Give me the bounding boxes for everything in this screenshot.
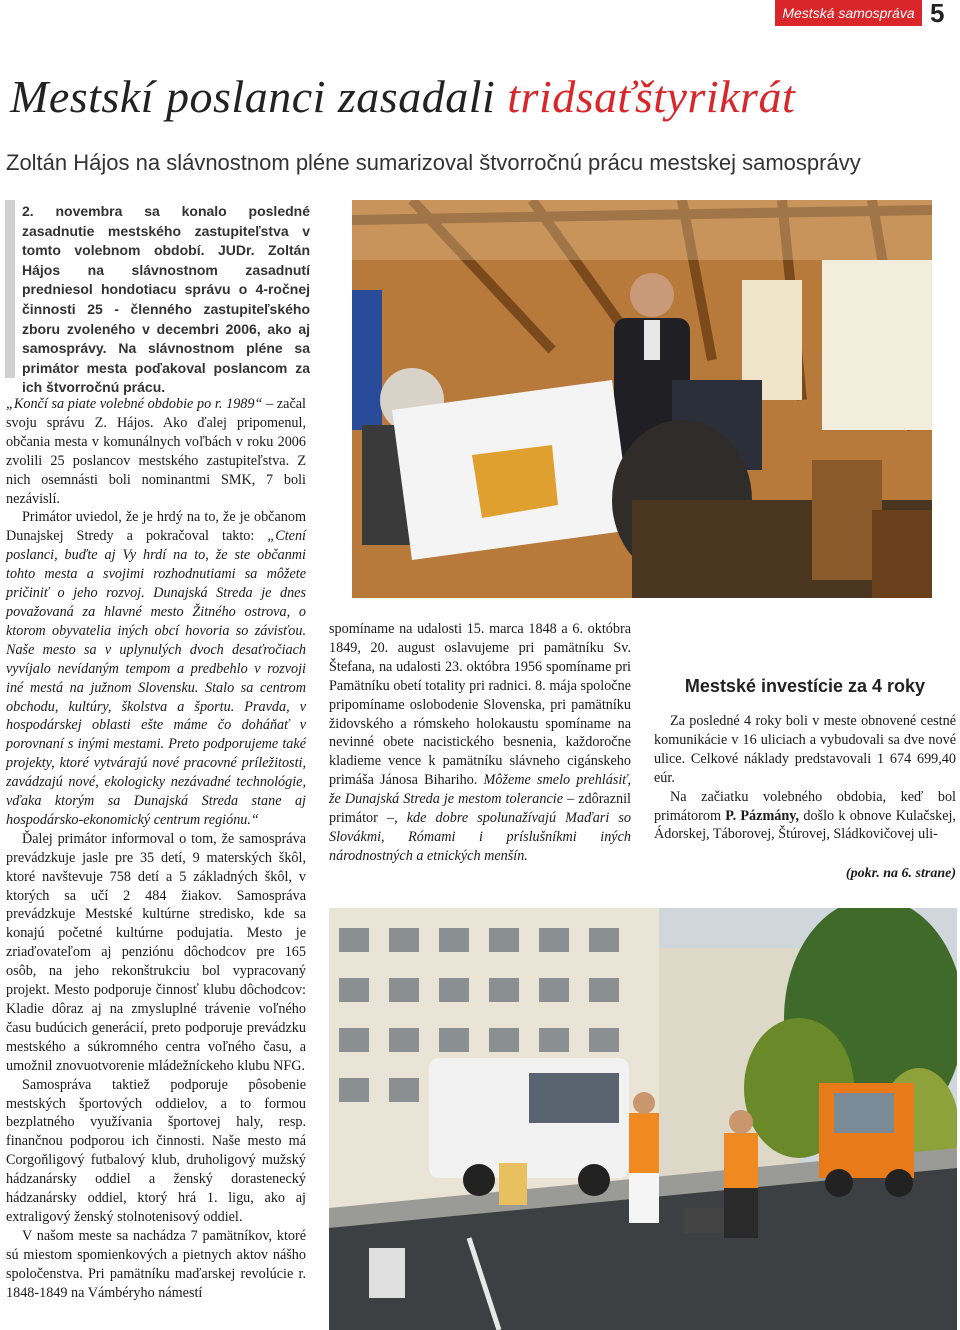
paragraph-investments-2-end: došlo k obnove Kulačskej, Ádorskej, Táborovej, Štúrovej, Sládkovičovej uli-: [654, 807, 956, 843]
section-heading-investments: Mestské investície za 4 roky: [684, 676, 926, 696]
column-3: [654, 712, 956, 844]
paragraph-6-text: spomíname na udalosti 15. marca 1848 a 6. októbra 1849, 20. august oslavujeme pri pamätníku Sv. Štefana, na udalosti 23. októbra 1956 spomíname pri Pamätníku obetí totality pri radnici. 8. mája spoločne pripomíname oslobodenie Slovenska, pri pamätníku židovského a rómskeho holokaustu spomíname na nevinné obete nacistického besnenia, každoročne kladieme vence k pamätníku slávneho cigánskeho primáša Jánosa Bihariho.: [329, 621, 631, 789]
headline-part-black: Mestskí poslanci zasadali: [10, 71, 508, 122]
paragraph-investments-2-text: Na začiatku volebného obdobia, keď bol primátorom: [654, 788, 956, 824]
paragraph-4: Samospráva taktiež podporuje pôsobenie mestských športových oddielov, a to formou bezplatného využívania športovej haly, resp. finančnou podporou ich činnosti. Naše mesto má Corgoňligový futbalový klub, druholigový mužský hádzanársky oddiel a ženský dorastenecký hádzanársky oddiel, ktorý hrá 1. ligu, ako aj extraligový ženský stolnotenisový oddiel.: [6, 1076, 306, 1225]
column-1: [6, 395, 306, 1303]
paragraph-2-text: Primátor uviedol, že je hrdý na to, že je občanom Dunajskej Stredy a pokračoval takto:: [6, 509, 306, 545]
lead-bar: [5, 200, 15, 378]
paragraph-6: [329, 620, 631, 866]
headline: [10, 70, 950, 123]
paragraph-3: Ďalej primátor informoval o tom, že samospráva prevádzkuje jasle pre 35 detí, 9 materských škôl, ktoré navštevuje 758 detí a 5 základných škôl, v ktorých sa učí 2 484 žiakov. Samospráva prevádzkuje Mestské kultúrne stredisko, kde sa konajú početné kultúrne podujatia. Mesto je zriaďovateľom aj penziónu dôchodcov pre 165 osôb, na jeho rekonštrukciu bol vypracovaný projekt. Mesto podporuje činnosť klubu dôchodcov: Kladie dôraz aj na zmysluplné trávenie voľného času budúcich generácií, preto podporuje prevádzku mestského a súkromného centra voľného času, a umožnil znovuotvorenie mládežníckeho klubu NFG.: [6, 830, 306, 1074]
column-2: [329, 620, 631, 866]
paragraph-2: [6, 508, 306, 829]
quote-opening: „Končí sa piate volebné obdobie po r. 1989“: [6, 396, 263, 412]
subheadline: Zoltán Hájos na slávnostnom pléne sumarizoval štvorročnú prácu mestskej samosprávy: [6, 150, 861, 175]
mayor-name: P. Pázmány,: [725, 807, 800, 824]
section-tag: Mestská samospráva: [775, 0, 922, 26]
paragraph-6-mid: – zdôraznil primátor –,: [329, 791, 631, 827]
tolerance-quote: Môžeme smelo prehlásiť, že Dunajská Streda je mestom tolerancie: [329, 772, 631, 808]
continued-note: (pokr. na 6. strane): [845, 866, 956, 881]
headline-part-red: tridsaťštyrikrát: [507, 71, 796, 122]
tolerance-quote-end: kde dobre spolunažívajú Maďari so Slovákmi, Rómami i príslušníkmi iných národnostných a etnických menšín.: [329, 810, 631, 864]
paragraph-5: V našom meste sa nachádza 7 pamätníkov, ktoré sú miestom spomienkových a pietnych aktov nášho spoločenstva. Pri pamätníku maďarskej revolúcie r. 1848-1849 na Vámbéryho námestí: [6, 1227, 306, 1301]
mayor-quote: „Ctení poslanci, buďte aj Vy hrdí na to, že ste občanmi tohto mesta a svojimi rozhodnutiami sa môžete pričiniť o jeho rozvoj. Dunajská Streda je dnes považovaná za hlavné mesto Žitného ostrova, o ktorom obyvatelia iných obcí hovoria so závisťou. Naše mesto sa v uplynulých dvoch desaťročiach vyvíjalo nevídaným tempom a predbehlo v rozvoji iné mestá na južnom Slovensku. Stalo sa centrom obchodu, kultúry, školstva a športu. Pravda, v hospodárskej oblasti ešte máme čo doháňať v porovnaní s inými mestami. Preto podporujeme také projekty, ktoré vytvárajú nové pracovné príležitosti, zavádzajú nové, ekologicky nezávadné technológie, vďaka ktorým sa Dunajská Streda stane aj hospodársko-ekonomický centrum regiónu.“: [6, 528, 306, 828]
paragraph-investments-2: [654, 788, 956, 845]
paragraph-investments-1: Za posledné 4 roky boli v meste obnovené cestné komunikácie v 16 uliciach a vybudovali sa dve nové ulice. Celkové náklady predstavovali 1 674 699,40 eúr.: [654, 713, 956, 786]
page-number: 5: [930, 0, 945, 28]
paragraph-1-text: – začal svoju správu Z. Hájos. Ako ďalej pripomenul, občania mesta v komunálnych voľbách v roku 2006 zvolili 25 poslancov mestského zastupiteľstva. Z nich osemnásti boli nominantmi SMK, 7 boli nezávislí.: [6, 396, 306, 507]
paragraph-1: [6, 395, 306, 508]
lead-paragraph: 2. novembra sa konalo posledné zasadnutie mestského zastupiteľstva v tomto volebnom období. JUDr. Zoltán Hájos na slávnostnom zasadnutí predniesol hondotiacu správu o 4-ročnej činnosti 25 - členného zastupiteľského zboru zvoleného v decembri 2006, ako aj samosprávy. Na slávnostnom pléne sa primátor mesta poďakoval poslancom za ich štvorročnú prácu.: [22, 203, 310, 396]
photo-road-works: [329, 908, 957, 1330]
photo-council-session: [352, 200, 932, 598]
